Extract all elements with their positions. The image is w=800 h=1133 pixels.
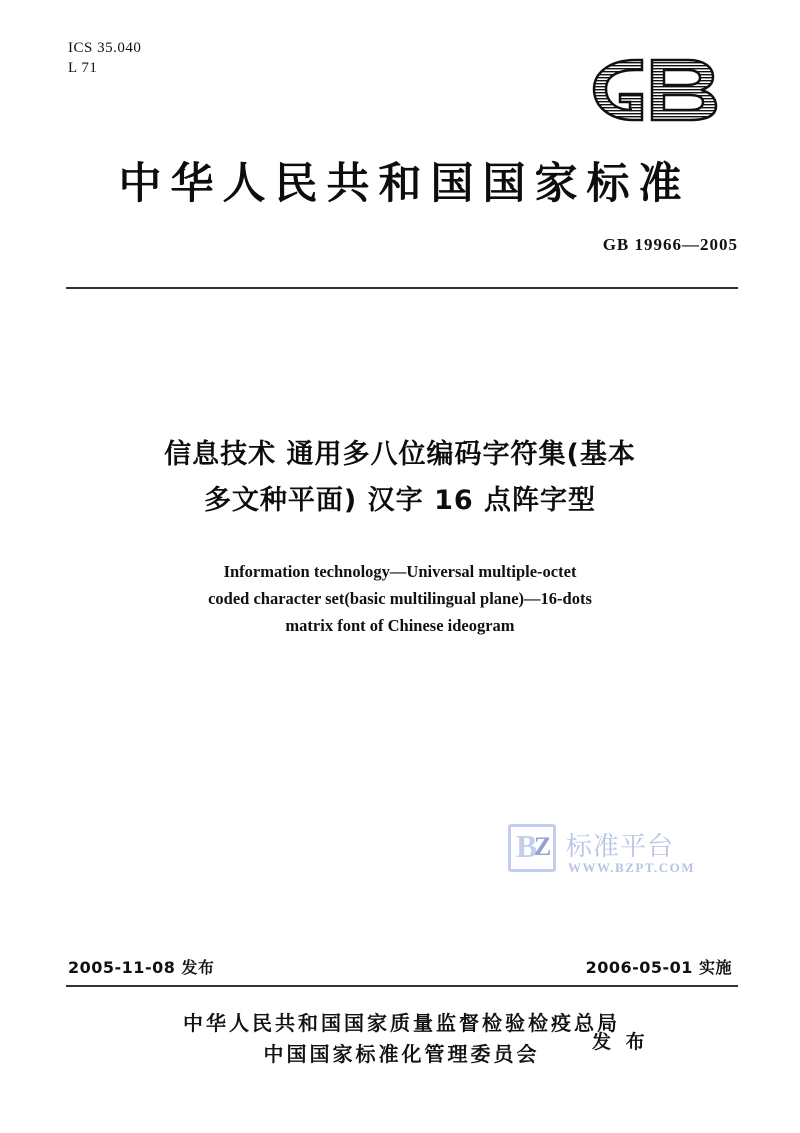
document-title-en-line3: matrix font of Chinese ideogram	[285, 616, 515, 635]
issue-date: 2005-11-08 发布	[68, 958, 215, 977]
document-title-cn-line2: 多文种平面) 汉字 16 点阵字型	[203, 485, 597, 516]
publisher-block	[0, 1008, 800, 1070]
publish-word: 发 布	[592, 1031, 649, 1053]
document-title-cn	[60, 432, 740, 524]
watermark-letter-b: B	[516, 828, 538, 864]
document-title-en-line1: Information technology—Universal multiple-octet	[223, 562, 577, 581]
divider-bottom	[66, 985, 738, 987]
watermark	[508, 820, 738, 895]
watermark-url: WWW.BZPT.COM	[568, 860, 696, 875]
classification-code: L 71	[68, 60, 98, 77]
divider-top	[66, 287, 738, 289]
document-title-cn-line1: 信息技术 通用多八位编码字符集(基本	[164, 439, 636, 470]
publisher-line-2: 中国国家标准化管理委员会	[263, 1042, 540, 1066]
gb-logo-icon	[568, 50, 738, 128]
ics-code: ICS 35.040	[68, 40, 142, 56]
document-title-en	[100, 558, 700, 639]
implementation-date: 2006-05-01 实施	[585, 958, 732, 977]
ics-classification-block	[68, 38, 141, 79]
national-standard-title: 中华人民共和国国家标准	[118, 159, 691, 209]
watermark-label: 标准平台	[566, 832, 675, 862]
document-title-en-line2: coded character set(basic multilingual plane)—16-dots	[208, 589, 592, 608]
standard-number: GB 19966—2005	[602, 235, 738, 254]
publisher-line-1: 中华人民共和国国家质量监督检验检疫总局	[183, 1011, 620, 1035]
watermark-letter-z: Z	[534, 832, 552, 861]
